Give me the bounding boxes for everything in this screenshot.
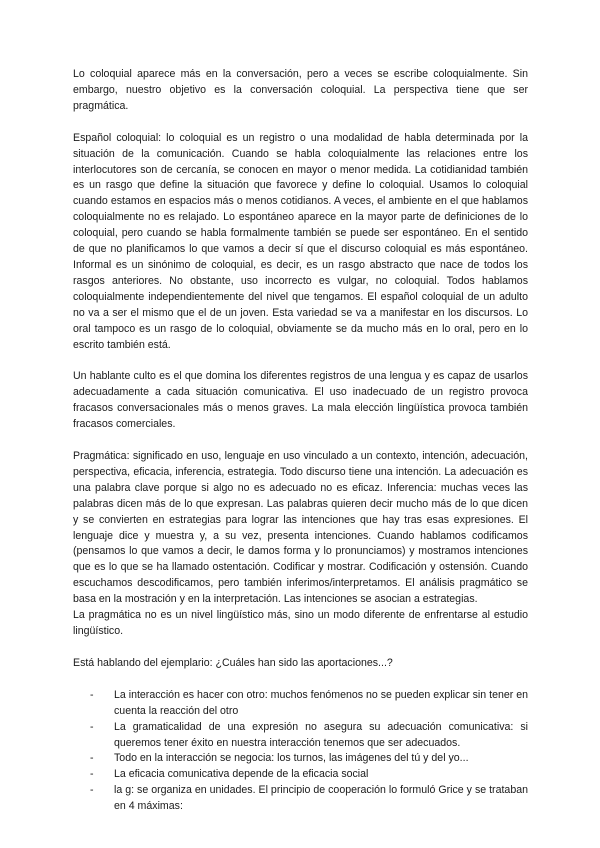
list-item: [73, 720, 528, 752]
list-item-text: La eficacia comunicativa depende de la eficacia social: [114, 768, 369, 781]
list-item: [73, 751, 528, 767]
paragraph-pragmatica: Pragmática: significado en uso, lenguaje en uso vinculado a un contexto, intención, adecuación, perspectiva, eficacia, inferencia, estrategia. Todo discurso tiene una intención. La adecuación es una palabra clave porque si algo no es adecuado no es eficaz. Inferencia: muchas veces las palabras dicen más de lo que expresan. Las palabras quieren decir mucho más de lo que dicen y se convierten en estrategias para lograr las intenciones que hay tras esas expresiones. El lenguaje dice y muestra y, a su vez, presenta intenciones. Cuando hablamos codificamos (pensamos lo que vamos a decir, le damos forma y lo pronunciamos) y mostramos intenciones que es lo que se ha llamado ostentación. Codificar y mostrar. Codificación y ostensión. Cuando escuchamos descodificamos, pero también inferimos/interpretamos. El análisis pragmático se basa en la mostración y en la interpretación. Las intenciones se asocian a estrategias.: [73, 450, 528, 606]
bullet-dash: -: [90, 784, 94, 797]
paragraph-intro: Lo coloquial aparece más en la conversación, pero a veces se escribe coloquialmente. Sin embargo, nuestro objetivo es la conversación coloquial. La perspectiva tiene que ser pragmática.: [73, 68, 528, 112]
list-item-text: la g: se organiza en unidades. El principio de cooperación lo formuló Grice y se trataban en 4 máximas:: [114, 784, 528, 813]
list-item: [73, 688, 528, 720]
paragraph-pragmatica-nivel: La pragmática no es un nivel lingüístico más, sino un modo diferente de enfrentarse al estudio lingüístico.: [73, 609, 528, 637]
paragraph-espanol-coloquial: Español coloquial: lo coloquial es un registro o una modalidad de habla determinada por la situación de la comunicación. Cuando se habla coloquialmente las relaciones entre los interlocutores son de cercanía, se conocen en mayor o menor medida. La cotidianidad también es un rasgo que define la situación que favorece y define lo coloquial. Usamos lo coloquial cuando estamos en espacios más o menos cotidianos. A veces, el ambiente en el que hablamos coloquialmente no es relajado. Lo espontáneo aparece en la mayor parte de definiciones de lo coloquial, pero cuando se habla formalmente también se puede ser espontáneo. En el sentido de que no planificamos lo que vamos a decir sí que el discurso coloquial es más espontáneo. Informal es un sinónimo de coloquial, es decir, es un rasgo abstracto que nace de todos los rasgos anteriores. No obstante, uso incorrecto es vulgar, no coloquial. Todos hablamos coloquialmente independientemente del nivel que tengamos. El español coloquial de un adulto no va a ser el mismo que el de un joven. Esta variedad se va a manifestar en los discursos. Lo oral tampoco es un rasgo de lo coloquial, obviamente se da mucho más en lo oral, pero en lo escrito también está.: [73, 131, 528, 351]
list-item: [73, 783, 528, 815]
bullet-dash: -: [90, 752, 94, 765]
list-item: [73, 767, 528, 783]
list-item-text: La gramaticalidad de una expresión no asegura su adecuación comunicativa: si queremos tener éxito en nuestra interacción tenemos que ser adecuados.: [114, 720, 528, 749]
bullet-dash: -: [90, 720, 94, 733]
paragraph-hablante-culto: Un hablante culto es el que domina los diferentes registros de una lengua y es capaz de usarlos adecuadamente a cada situación comunicativa. El uso inadecuado de un registro provoca fracasos conversacionales más o menos graves. La mala elección lingüística provoca también fracasos comerciales.: [73, 370, 528, 431]
document-page: [73, 67, 528, 815]
paragraph-ejemplario: Está hablando del ejemplario: ¿Cuáles han sido las aportaciones...?: [73, 656, 393, 669]
bullet-list: [73, 688, 528, 815]
bullet-dash: -: [90, 688, 94, 701]
list-item-text: La interacción es hacer con otro: muchos fenómenos no se pueden explicar sin tener en cuenta la reacción del otro: [114, 688, 528, 717]
bullet-dash: -: [90, 768, 94, 781]
list-item-text: Todo en la interacción se negocia: los turnos, las imágenes del tú y del yo...: [114, 752, 469, 765]
